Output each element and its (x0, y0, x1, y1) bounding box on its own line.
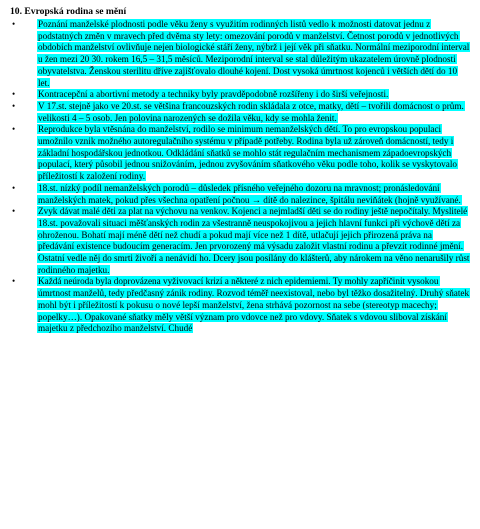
bullet-icon: • (12, 19, 16, 29)
highlighted-text: Zvyk dávat malé děti za plat na výchovu na venkov. Kojenci a nejmladší děti se do rodiny ještě nepočítaly. Myslitelé 18.st. považovali situaci měšťanských rodin za všestranně neuspokojivou a jejich hlavní funkci při výchově dětí za ohroženou. Bohatí mají méně dětí než chudí a pokud mají více než 1 dítě, utlačují jejich přirozená práva na předávání existence budoucím generacím. Jen prvorozený má výsadu založit vlastní rodinu a převzít rodinné jmění. Ostatní vedle něj do smrti živoří a nenávidí ho. Dcery jsou posílány do klášterů, aby nárokem na věno nenarušily růst rodinného majetku. (38, 206, 470, 275)
section-title: 10. Evropská rodina se mění (10, 6, 127, 17)
list-item (10, 101, 470, 124)
list-item (10, 19, 470, 89)
bullet-icon: • (12, 100, 16, 111)
highlighted-text: Poznání manželské plodnosti podle věku ženy s využitím rodinných listů vedlo k možnosti datovat jednu z podstatných změn v mravech před dvěma sty lety: omezování porodů v manželství. Četnost porodů v jednotlivých obdobích manželství ovlivňuje nejen biologické stáří ženy, nýbrž i její věk při sňatku. Normální meziporodní interval u žen mezi 20 30. rokem 16,5 – 31,5 měsíců. Meziporodní interval se stal důležitým ukazatelem úrovně plodnosti obyvatelstva. Ženskou sterilitu dříve zajišťovalo dlouhé kojení. Dost vysoká úmrtnost kojenců i větších dětí do 10 let. (38, 19, 470, 88)
list-item (10, 206, 470, 276)
bullet-icon: • (12, 89, 16, 100)
bullet-list (10, 19, 470, 335)
highlighted-text: 18.st. nízký podíl nemanželských porodů – důsledek přísného veřejného dozoru na mravnost; pronásledování manželských matek, pokud přes všechna opatření počnou → dítě do nalezince, špitálu neviňátek (hojně využívané. (38, 182, 461, 205)
list-item (10, 276, 470, 335)
list-item (10, 89, 470, 101)
bullet-icon: • (12, 124, 16, 135)
bullet-icon: • (12, 276, 16, 287)
bullet-icon: • (12, 182, 16, 193)
bullet-icon: • (12, 206, 16, 217)
highlighted-text: Kontracepční a abortivní metody a techniky byly pravděpodobně rozšířeny i do širší veřejnosti. (38, 89, 389, 100)
list-item (10, 183, 470, 206)
list-item (10, 124, 470, 183)
highlighted-text: Reprodukce byla vtěsnána do manželství, rodilo se minimum nemanželských dětí. To pro evropskou populaci umožnilo vznik možného autoregulačního systému v případě potřeby. Rodina byla už zároveň domácností, tedy i základní hospodářskou jednotkou. Odkládání sňatků se mohlo stát regulačním mechanismem západoevropských populací, který působil jednou snižováním, jednou zvyšováním sňatkového věku podle toho, kolik se vyskytovalo příležitostí k založení rodiny. (38, 124, 457, 182)
highlighted-text: Každá neúroda byla doprovázena vyživovací krizí a některé z nich epidemiemi. Ty mohly zapříčinit vysokou úmrtnost manželů, tedy předčasný zánik rodiny. Rozvod téměř neexistoval, nebo byl těžko dosažitelný. Druhý sňatek mohl být i příležitostí k pokusu o nové lepší manželství, žena strhává pozornost na sebe (stereotyp macechy; popelky…). Opakované sňatky měly větší význam pro vdovce než pro vdovy. Sňatek s vdovou sliboval získání majetku z předchozího manželství. Chudé (38, 276, 470, 334)
highlighted-text: V 17.st. stejně jako ve 20.st. se většina francouzských rodin skládala z otce, matky, dětí – tvořili domácnost o prům. velikosti 4 – 5 osob. Jen polovina narozených se dožila věku, kdy se mohla ženit. (38, 100, 464, 123)
